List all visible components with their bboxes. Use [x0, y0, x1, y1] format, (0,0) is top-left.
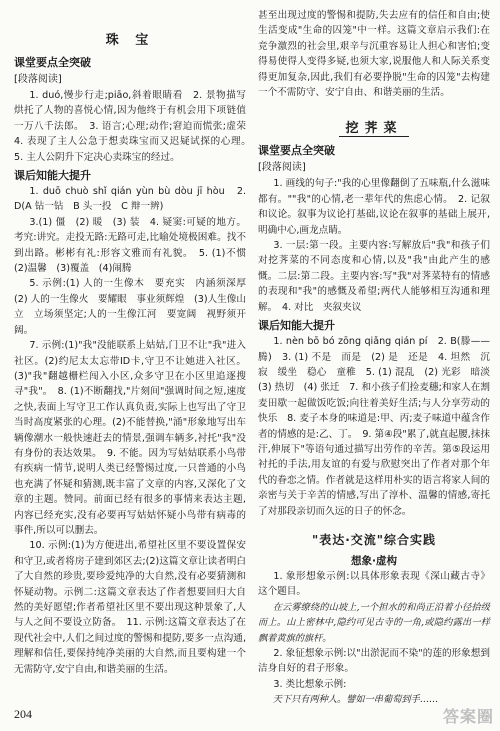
right-column: [258, 8, 500, 708]
example-text: 天下只有两种人。譬如一串葡萄到手……: [272, 694, 439, 706]
watermark-logo: 答案圈: [442, 707, 494, 726]
example-text: 在云雾缭绕的山坡上,一个担水的和尚正沿着小径拾级而上。山上密林中,隐约可见古寺的一角,或隐约露出一样飘着黄旗的旗杆。: [258, 601, 490, 644]
heading-paragraph-reading: [段落阅读]: [14, 74, 62, 85]
section-title-wajicai: [258, 118, 490, 140]
page-number: 204: [14, 707, 32, 721]
section-title-practice: "表达·交流"综合实践: [311, 532, 437, 547]
answer-paragraph: 1. duó,慢步行走;piāo,斜着眼睛看 2. 景物描写 烘托了人物的喜悦心情,因为他终于有机会用下项链值一万八千法郎。 3. 语言;心理;动作;窘迫而慌张;虚荣 4. 表现了主人公急于想卖珠宝而又迟疑试探的心理。 5. 主人公阴升下定决心卖珠宝的经过。: [14, 90, 256, 163]
answer-paragraph: 3. 类比想象示例:: [273, 678, 347, 690]
heading-paragraph-reading: [段落阅读]: [258, 162, 306, 174]
section-title-zhubao: 珠 宝: [105, 33, 155, 48]
subtitle-imagination: 想象·虚构: [351, 554, 397, 567]
answer-paragraph: 甚至出现过度的警惕和提防,失去应有的信任和自由;使生活变成"生命的囚笼"中一样。这篇文章启示我们:在竞争激烈的社会里,艰辛与沉重容易让人担心和害怕;变得易使得人变得多疑,也须大家,说服他人和人际关系变得更加复杂,因此,我们有必要挣脱"生命的囚笼"去构建一个不需防守、安宁自由、和谐美丽的生活。: [258, 10, 490, 99]
answer-paragraph: 1. 象形想象示例:以具体形象表现《深山藏古寺》这个题目。: [258, 570, 490, 598]
left-column: [14, 8, 256, 677]
answer-paragraph: 3.(1) 僵 (2) 暖 (3) 装 4. 疑窦:可疑的地方。考究:讲究。走投无路:无路可走,比喻处境极困难。找不到出路。彬彬有礼:形容文雅而有礼貌。 5. (1)不惯 (2)温馨 (3)覆盖 (4)闹腾: [14, 216, 256, 275]
answer-paragraph: 3. 一层:第一段。主要内容:写解放后"我"和孩子们对挖荠菜的不同态度和心情,以及"我"由此产生的感慨。二层:第二段。主要内容:写"我"对荠菜特有的情感的表现和"我"的感慨及希望;两代人能够相互沟通和理解。 4. 对比 夹叙夹议: [258, 240, 490, 313]
heading-after-class: 课后知能大提升: [258, 319, 335, 333]
answer-paragraph: 1. 画线的句子:"我的心里像翻倒了五味瓶,什么滋味都有。""我"的心情,老一辈年代的焦虑心情。 2. 记叙和议论。叙事为议论打基础,议论在叙事的基础上展开,明确中心,画龙点睛。: [258, 178, 490, 236]
section-title-text: 挖荠菜: [339, 121, 408, 137]
heading-after-class: 课后知能大提升: [14, 169, 91, 183]
answer-paragraph: 2. 象征想象示例:以"出淤泥而不染"的莲的形象想到洁身自好的君子形象。: [258, 648, 490, 675]
answer-paragraph: 7. 示例:(1)"我"没能联系上姑姑,门卫不让"我"进入社区。(2)约尼太太忘带ID卡,守卫不让她进入社区。(3)"我"翻越栅栏闯入小区,众多守卫在小区里追逐搜寻"我"。 8. (1)不断翻找,"片刻间"强调时间之短,速度之快,表面上写守卫工作认真负责,实际上也写出了守卫当时高度紧张的心理。(2)不能替换,"涌"形象地写出车辆像潮水一般快速赶去的情景,强调车辆多,衬托"我"没有身份的表达效果。 9. 不能。因为写姑姑联系小鸟带有疾病一情节,说明人类已经警惕过度,一只普通的小鸟也充满了怀疑和猜测,既丰富了文章的内容,又深化了文章的主题。赞同。前面已经有很多的事情来表达主题,内容已经充实,没有必要再写姑姑怀疑小鸟带有病毒的事件,所以可以删去。: [14, 340, 246, 536]
answer-paragraph: 5. 示例:(1) 人的一生像木 要充实 内涵须深厚 (2) 人的一生像火 要耀眼 事业须辉煌 (3)人生像山立 立场须坚定;人的一生像江河 要宽阔 视野须开阔。: [14, 278, 256, 336]
answer-paragraph: 1. duō chuò shǐ qián yùn bù dòu jī hòu 2. D(A 钻一钻 B 头一投 C 辩一辨): [14, 186, 246, 213]
heading-classroom-points: 课堂要点全突破: [258, 144, 335, 158]
answer-paragraph: 1. nèn bō bó zōng qiǎng qián pí 2. B(滕——腾) 3. (1) 不是 而是 (2) 是 还是 4. 坦然 沉寂 缓坐 稳心 童稚 5. (1) 混乱 (2) 光彩 暗淡 (3) 热切 (4) 张迁 7. 和小孩子们捡麦穗;和家人在割麦田歇一起做饭吃饭;向往着美好生活;与人分享劳动的快乐 8. 麦子本身的味道是:甲、丙;麦子味道中蕴含作者的情感的是:乙、丁。 9. 第④段"累了,就直起腰,抹抹汗,伸展下"等语句通过描写出劳作的辛苦。第⑤段运用衬托的手法,用友谊的有爱与欣慰突出了作者对那个年代的眷恋之情。作者就是这样用朴实的语言将家人间的亲密与关于辛苦的情感,写出了淳朴、温馨的情感,寄托了对那段亲切而久远的日子的怀念。: [258, 336, 500, 517]
heading-classroom-points: 课堂要点全突破: [14, 56, 91, 69]
answer-paragraph: 10. 示例:(1)为方便进出,希望社区里不要设置保安和守卫,或者将房子建到郊区去;(2)这篇文章让读者明白了大自然的珍贵,要珍爱纯净的大自然,没有必要猜测和怀疑动物。示例二:这篇文章表达了作者想要回归大自然的美好愿望;作者希望社区里不要出现这种景象了,人与人之间不要设立防备。 11. 示例:这篇文章表达了在现代社会中,人们之间过度的警惕和提防,要多一点沟通,理解和信任,要保持纯净美丽的大自然,而且要构建一个无需防守,安宁自由,和谐美丽的生活。: [14, 540, 246, 675]
